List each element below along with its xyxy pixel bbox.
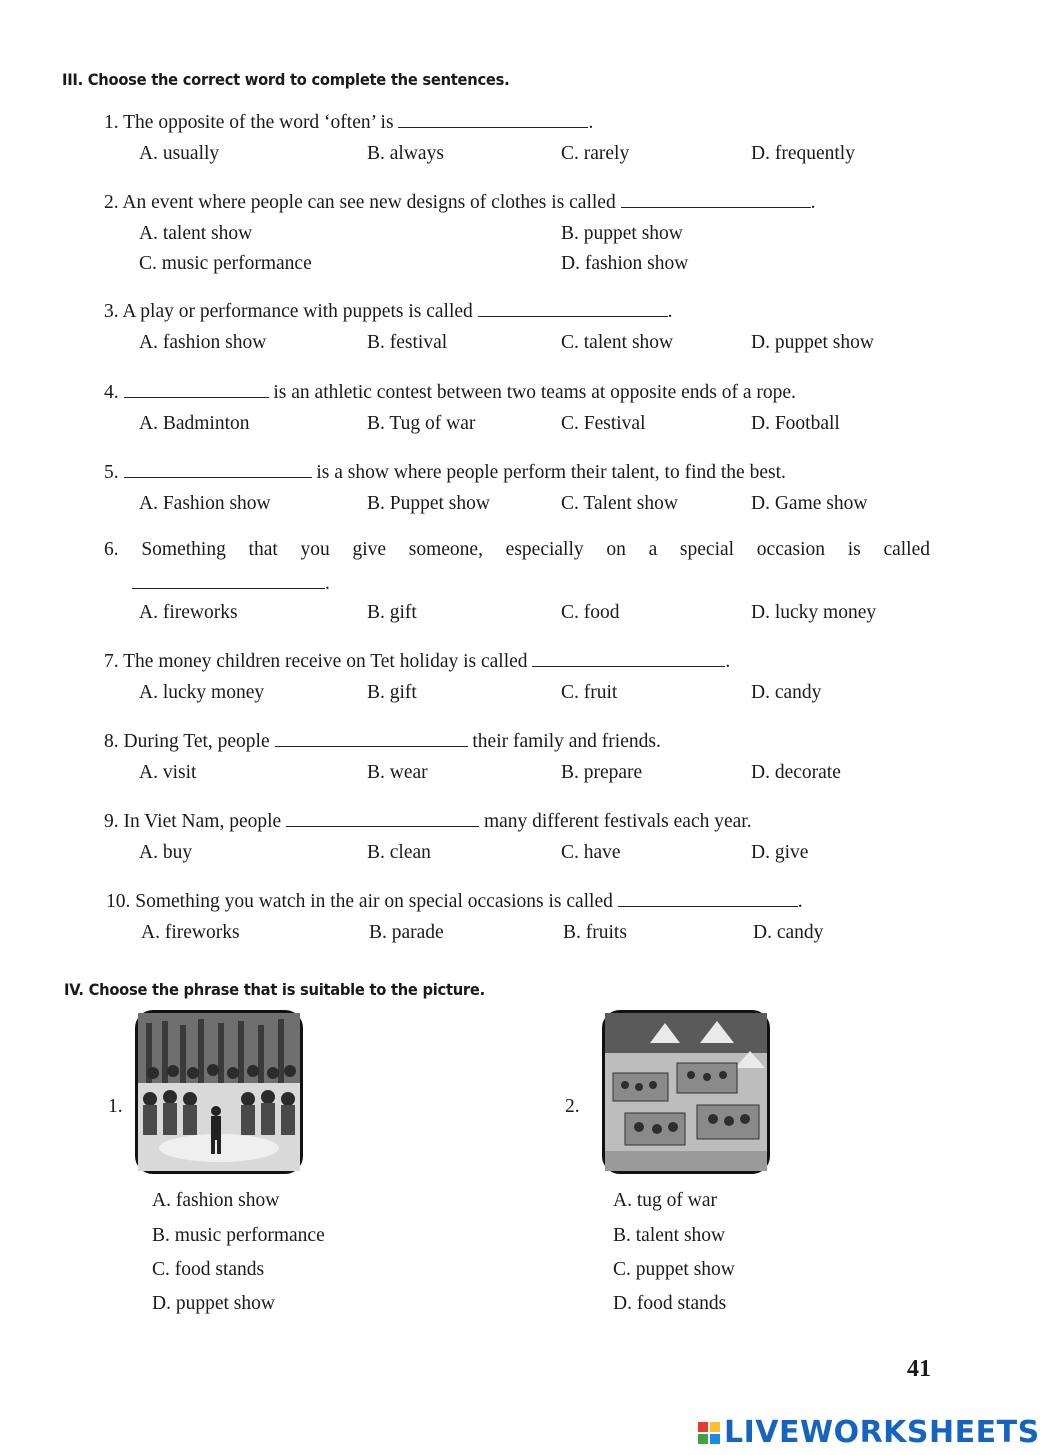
q6-option-d[interactable]: D. lucky money (751, 602, 877, 623)
q8-option-b[interactable]: B. wear (367, 762, 428, 783)
question-10-blank[interactable] (618, 888, 798, 907)
q9-option-b[interactable]: B. clean (367, 842, 431, 863)
question-2-blank[interactable] (621, 189, 811, 208)
picture-2-number: 2. (565, 1096, 580, 1117)
q6-option-a[interactable]: A. fireworks (139, 602, 238, 623)
brand-name: LIVEWORKSHEETS (724, 1415, 1040, 1450)
q8-option-a[interactable]: A. visit (139, 762, 197, 783)
q4-option-b[interactable]: B. Tug of war (367, 413, 476, 434)
picture-2-option-d[interactable]: D. food stands (613, 1293, 727, 1314)
question-4-blank[interactable] (124, 379, 269, 398)
food-stalls-photo (602, 1010, 770, 1174)
q10-option-d[interactable]: D. candy (753, 922, 824, 943)
question-2-end: . (810, 192, 816, 213)
question-7-text: 7. The money children receive on Tet holiday is called (104, 651, 528, 672)
q9-option-d[interactable]: D. give (751, 842, 809, 863)
liveworksheets-icon (698, 1422, 720, 1444)
section-3-title: III. Choose the correct word to complete the sentences. (62, 70, 510, 89)
question-5-number: 5. (104, 462, 119, 483)
q1-option-d[interactable]: D. frequently (751, 143, 855, 164)
question-4-number: 4. (104, 382, 119, 403)
q10-option-b[interactable]: B. parade (369, 922, 444, 943)
question-9 (104, 808, 752, 833)
question-4-text: is an athletic contest between two teams at opposite ends of a rope. (273, 382, 796, 403)
picture-1-option-d[interactable]: D. puppet show (152, 1293, 275, 1314)
picture-1-option-a[interactable]: A. fashion show (152, 1190, 280, 1211)
q1-option-a[interactable]: A. usually (139, 143, 220, 164)
q2-option-d[interactable]: D. fashion show (561, 253, 689, 274)
question-6-end: . (325, 573, 330, 594)
q1-option-c[interactable]: C. rarely (561, 143, 630, 164)
question-8 (104, 728, 661, 753)
question-8-text: 8. During Tet, people (104, 731, 270, 752)
q2-option-c[interactable]: C. music performance (139, 253, 312, 274)
q3-option-c[interactable]: C. talent show (561, 332, 674, 353)
q3-option-a[interactable]: A. fashion show (139, 332, 267, 353)
question-1-end: . (588, 112, 594, 133)
question-5 (104, 459, 786, 484)
picture-1-option-c[interactable]: C. food stands (152, 1259, 265, 1280)
q8-option-d[interactable]: D. decorate (751, 762, 841, 783)
question-3-blank[interactable] (478, 298, 668, 317)
question-3-end: . (667, 301, 673, 322)
question-6-text: 6. Something that you give someone, especially on a special occasion is called (104, 539, 930, 560)
question-6-answer-line (132, 570, 330, 595)
food-stalls-illustration (605, 1013, 767, 1171)
picture-2-option-b[interactable]: B. talent show (613, 1225, 726, 1246)
question-3-text: 3. A play or performance with puppets is called (104, 301, 473, 322)
question-2 (104, 189, 815, 214)
q3-option-b[interactable]: B. festival (367, 332, 448, 353)
page-number: 41 (907, 1356, 931, 1382)
q4-option-c[interactable]: C. Festival (561, 413, 646, 434)
question-8-blank[interactable] (275, 728, 468, 747)
question-9-end: many different festivals each year. (483, 811, 752, 832)
q3-option-d[interactable]: D. puppet show (751, 332, 874, 353)
q2-option-b[interactable]: B. puppet show (561, 223, 683, 244)
question-7-blank[interactable] (532, 648, 725, 667)
question-2-text: 2. An event where people can see new designs of clothes is called (104, 192, 616, 213)
q10-option-a[interactable]: A. fireworks (141, 922, 240, 943)
question-5-blank[interactable] (124, 459, 312, 478)
question-9-blank[interactable] (286, 808, 479, 827)
question-9-text: 9. In Viet Nam, people (104, 811, 282, 832)
question-4 (104, 379, 796, 404)
question-7 (104, 648, 730, 673)
q9-option-a[interactable]: A. buy (139, 842, 193, 863)
q7-option-a[interactable]: A. lucky money (139, 682, 265, 703)
q9-option-c[interactable]: C. have (561, 842, 621, 863)
liveworksheets-logo[interactable] (698, 1415, 1040, 1450)
question-7-end: . (725, 651, 731, 672)
orchestra-concert-photo (135, 1010, 303, 1174)
q5-option-b[interactable]: B. Puppet show (367, 493, 490, 514)
question-1 (104, 109, 593, 134)
picture-2-option-a[interactable]: A. tug of war (613, 1190, 717, 1211)
q1-option-b[interactable]: B. always (367, 143, 444, 164)
q7-option-d[interactable]: D. candy (751, 682, 822, 703)
q6-option-b[interactable]: B. gift (367, 602, 417, 623)
q4-option-a[interactable]: A. Badminton (139, 413, 250, 434)
question-10-text: 10. Something you watch in the air on special occasions is called (106, 891, 613, 912)
picture-2-option-c[interactable]: C. puppet show (613, 1259, 735, 1280)
q7-option-b[interactable]: B. gift (367, 682, 417, 703)
question-8-end: their family and friends. (472, 731, 661, 752)
q8-option-c[interactable]: B. prepare (561, 762, 643, 783)
question-10-end: . (797, 891, 803, 912)
section-4-title: IV. Choose the phrase that is suitable to the picture. (64, 980, 485, 999)
q7-option-c[interactable]: C. fruit (561, 682, 618, 703)
q10-option-c[interactable]: B. fruits (563, 922, 627, 943)
question-1-text: 1. The opposite of the word ‘often’ is (104, 112, 394, 133)
q6-option-c[interactable]: C. food (561, 602, 620, 623)
orchestra-illustration (138, 1013, 300, 1171)
picture-1-number: 1. (108, 1096, 123, 1117)
question-3 (104, 298, 673, 323)
q5-option-a[interactable]: A. Fashion show (139, 493, 271, 514)
question-10 (106, 888, 803, 913)
q4-option-d[interactable]: D. Football (751, 413, 840, 434)
question-6-blank[interactable] (132, 570, 325, 589)
q2-option-a[interactable]: A. talent show (139, 223, 253, 244)
question-5-text: is a show where people perform their talent, to find the best. (316, 462, 786, 483)
picture-1-option-b[interactable]: B. music performance (152, 1225, 325, 1246)
question-1-blank[interactable] (398, 109, 588, 128)
q5-option-c[interactable]: C. Talent show (561, 493, 678, 514)
q5-option-d[interactable]: D. Game show (751, 493, 868, 514)
